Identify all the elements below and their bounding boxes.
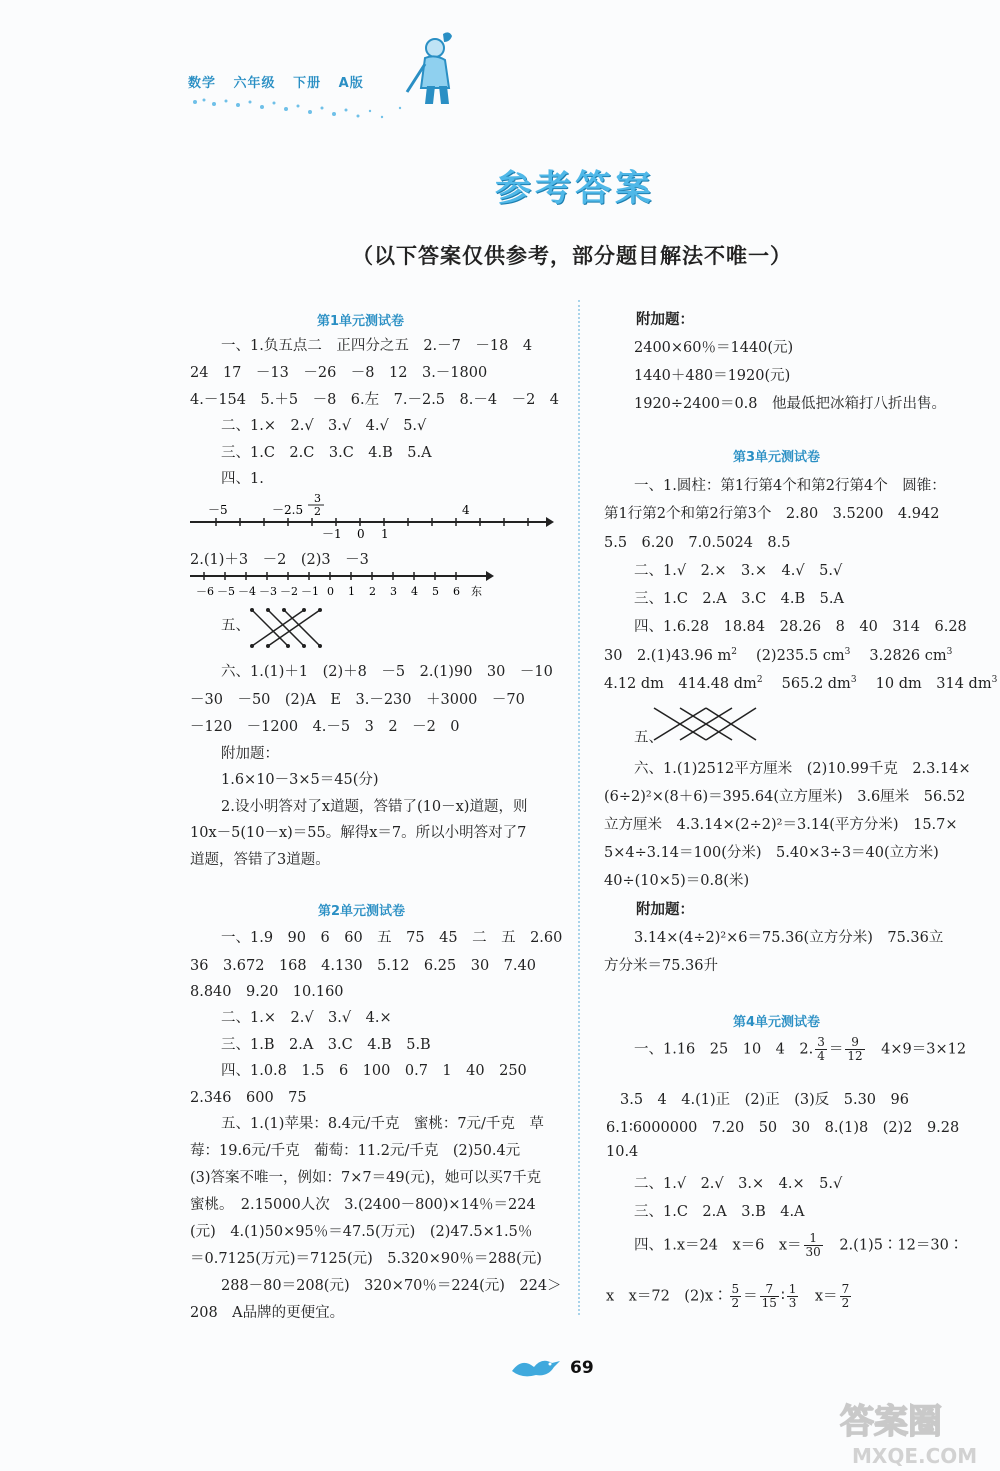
answer-line: 方分米＝75.36升 bbox=[604, 958, 719, 974]
answer-line: 四、1. bbox=[221, 471, 264, 487]
answer-line: 40÷(10×5)＝0.8(米) bbox=[604, 873, 750, 889]
fraction bbox=[804, 1232, 823, 1259]
answer-line: (6÷2)²×(8＋6)＝395.64(立方厘米) 3.6厘米 56.52 bbox=[604, 789, 966, 805]
bonus-title: 附加题： bbox=[636, 311, 694, 328]
answer-line: 36 3.672 168 4.130 5.12 6.25 30 7.40 bbox=[190, 958, 536, 974]
answer-line: 三、1.B 2.A 3.C 4.B 5.B bbox=[221, 1037, 431, 1053]
answer-line: 五、 bbox=[634, 730, 663, 746]
answer-text: 2.(1)5∶12＝30∶ bbox=[839, 1237, 964, 1254]
nl1-label: －1 bbox=[322, 527, 342, 541]
nl1-frac-den: 2 bbox=[314, 505, 321, 518]
answer-line bbox=[634, 1036, 966, 1063]
nl1-label: 0 bbox=[357, 527, 365, 541]
fraction bbox=[845, 1036, 864, 1063]
answer-line: (3)答案不唯一，例如：7×7＝49(元)，她可以买7千克 bbox=[190, 1170, 542, 1186]
answer-line: 1920÷2400＝0.8 他最低把冰箱打八折出售。 bbox=[634, 396, 947, 412]
superscript: 2 bbox=[756, 675, 763, 686]
nl2-label: 2 bbox=[369, 585, 376, 598]
answer-line: 2.(1)＋3 －2 (2)3 －3 bbox=[190, 552, 369, 568]
bonus-title: 附加题： bbox=[636, 901, 694, 918]
answer-text: x x＝72 (2)x∶ bbox=[606, 1288, 728, 1305]
answer-line: 1440＋480＝1920(元) bbox=[634, 368, 791, 384]
fraction-numerator: 1 bbox=[788, 1282, 797, 1296]
nl1-frac-num: 3 bbox=[314, 492, 321, 505]
header-grade: 六年级 bbox=[233, 76, 276, 91]
superscript: 3 bbox=[850, 675, 857, 686]
answer-text: 四、1.x＝24 x＝6 x＝ bbox=[634, 1237, 802, 1254]
answer-line: 附加题： bbox=[221, 746, 279, 762]
answer-text: 3.2826 cm bbox=[869, 648, 947, 664]
answer-line: 二、1.√ 2.× 3.× 4.√ 5.√ bbox=[634, 563, 843, 579]
answer-line: 三、1.C 2.A 3.B 4.A bbox=[634, 1204, 805, 1220]
answer-text: 565.2 dm bbox=[781, 676, 851, 692]
superscript: 3 bbox=[946, 647, 953, 658]
unit1-title: 第1单元测试卷 bbox=[317, 314, 405, 329]
answer-line: 五、 bbox=[221, 618, 250, 634]
answer-line: 2.设小明答对了x道题，答错了(10－x)道题，则 bbox=[221, 799, 528, 815]
answer-line: 立方厘米 4.3.14×(2÷2)²＝3.14(平方分米) 15.7× bbox=[604, 817, 958, 833]
nl1-label: －2.5 bbox=[272, 503, 304, 517]
child-painter-icon bbox=[395, 28, 465, 108]
answer-line: 第1行第2个和第2行第3个 2.80 3.5200 4.942 bbox=[604, 506, 940, 522]
fraction bbox=[760, 1283, 779, 1310]
page-subtitle: （以下答案仅供参考，部分题目解法不唯一） bbox=[352, 243, 792, 268]
nl2-label: －5 bbox=[217, 585, 235, 598]
number-line-2 bbox=[186, 566, 516, 600]
answer-line: 六、1.(1)2512平方厘米 (2)10.99千克 2.3.14× bbox=[634, 761, 971, 777]
fraction-numerator: 9 bbox=[845, 1036, 864, 1050]
fraction bbox=[840, 1283, 852, 1310]
superscript: 2 bbox=[731, 647, 737, 658]
answer-line: 道题，答错了3道题。 bbox=[190, 852, 330, 868]
fraction-numerator: 7 bbox=[760, 1283, 779, 1297]
answer-line: (元) 4.(1)50×95％＝47.5(万元) (2)47.5×1.5％ bbox=[190, 1224, 533, 1240]
fraction-denominator: 30 bbox=[805, 1245, 821, 1259]
nl2-label: －2 bbox=[280, 585, 298, 598]
answer-line: 2400×60％＝1440(元) bbox=[634, 340, 794, 356]
watermark-logo bbox=[830, 1395, 998, 1469]
answer-text: ＝ bbox=[743, 1288, 758, 1305]
bird-decoration-icon bbox=[508, 1355, 564, 1381]
answer-line: 5.5 6.20 7.0.5024 8.5 bbox=[604, 535, 791, 551]
answer-line bbox=[606, 1283, 853, 1310]
answer-text: ＝ bbox=[828, 1041, 844, 1058]
answer-line bbox=[604, 672, 997, 693]
answer-line: 五、1.(1)苹果：8.4元/千克 蜜桃：7元/千克 草 bbox=[221, 1116, 544, 1132]
answer-line: －120 －1200 4.－5 3 2 －2 0 bbox=[190, 719, 460, 735]
answer-text: x＝ bbox=[814, 1288, 838, 1305]
nl2-label: 3 bbox=[390, 585, 397, 598]
answer-line: 1.6×10－3×5＝45(分) bbox=[221, 772, 379, 788]
unit3-title: 第3单元测试卷 bbox=[733, 450, 821, 465]
watermark-url: MXQE.COM bbox=[852, 1444, 978, 1468]
fraction-denominator: 2 bbox=[841, 1296, 850, 1310]
page-number: 69 bbox=[570, 1358, 594, 1378]
answer-line: ＝0.7125(万元)＝7125(元) 5.320×90％＝288(元) bbox=[190, 1251, 542, 1267]
nl2-label: 东 bbox=[471, 585, 482, 598]
answer-text: 30 2.(1)43.96 m bbox=[604, 648, 732, 664]
page-title: 参考答案 bbox=[495, 168, 656, 209]
answer-line: 蜜桃。 2.15000人次 3.(2400－800)×14％＝224 bbox=[190, 1197, 536, 1213]
nl2-label: 4 bbox=[411, 585, 418, 598]
answer-line: －30 －50 (2)A E 3.－230 ＋3000 －70 bbox=[190, 692, 525, 708]
answer-line: 二、1.√ 2.√ 3.× 4.× 5.√ bbox=[634, 1176, 843, 1192]
answer-line: 六、1.(1)＋1 (2)＋8 －5 2.(1)90 30 －10 bbox=[221, 664, 553, 680]
answer-line: 8.840 9.20 10.160 bbox=[190, 984, 344, 1000]
answer-line: 二、1.× 2.√ 3.√ 4.× bbox=[221, 1010, 392, 1026]
answer-line: 6.1∶6000000 7.20 50 30 8.(1)8 (2)2 9.28 bbox=[606, 1120, 960, 1136]
fraction-denominator: 4 bbox=[817, 1049, 825, 1063]
answer-line: 5×4÷3.14＝100(分米) 5.40×3÷3＝40(立方米) bbox=[604, 845, 939, 861]
answer-text: 4.12 dm 414.48 dm bbox=[604, 676, 757, 692]
header-edition: A版 bbox=[338, 76, 364, 91]
nl1-label: －5 bbox=[208, 503, 228, 517]
answer-line: 288－80＝208(元) 320×70％＝224(元) 224＞ bbox=[221, 1278, 562, 1294]
nl1-label: 1 bbox=[381, 527, 389, 541]
nl1-label: 4 bbox=[462, 503, 470, 517]
answer-line: 3.14×(4÷2)²×6＝75.36(立方分米) 75.36立 bbox=[634, 930, 944, 946]
answer-line: 3.5 4 4.(1)正 (2)正 (3)反 5.30 96 bbox=[620, 1092, 909, 1108]
answer-line: 一、1.9 90 6 60 五 75 45 二 五 2.60 bbox=[221, 930, 563, 946]
answer-line: 一、1.圆柱：第1行第4个和第2行第4个 圆锥： bbox=[634, 478, 946, 494]
answer-text: 一、1.16 25 10 4 2. bbox=[634, 1041, 814, 1058]
matching-lines-2 bbox=[650, 704, 760, 744]
fraction bbox=[815, 1036, 827, 1063]
fraction bbox=[787, 1283, 799, 1310]
fraction-denominator: 3 bbox=[788, 1296, 797, 1310]
fraction-denominator: 2 bbox=[731, 1296, 740, 1310]
header-volume: 下册 bbox=[293, 76, 322, 91]
unit4-title: 第4单元测试卷 bbox=[733, 1015, 821, 1030]
fraction-numerator: 7 bbox=[841, 1282, 850, 1296]
answer-line bbox=[604, 644, 952, 665]
answer-line: 四、1.6.28 18.84 28.26 8 40 314 6.28 bbox=[634, 619, 967, 635]
nl2-label: －1 bbox=[301, 585, 319, 598]
answer-text: 10 dm 314 dm bbox=[875, 676, 992, 692]
answer-line bbox=[634, 1232, 963, 1259]
answer-line: 10.4 bbox=[606, 1144, 639, 1160]
answer-text: 4×9＝3×12 bbox=[881, 1041, 967, 1058]
superscript: 3 bbox=[991, 675, 998, 686]
book-header bbox=[188, 72, 376, 91]
answer-line: 10x－5(10－x)＝55。解得x＝7。所以小明答对了7 bbox=[190, 825, 527, 841]
fraction-denominator: 12 bbox=[847, 1049, 863, 1063]
number-line-1 bbox=[186, 490, 556, 550]
nl2-label: －3 bbox=[259, 585, 277, 598]
nl2-label: 0 bbox=[327, 585, 334, 598]
fraction-denominator: 15 bbox=[761, 1296, 777, 1310]
answer-line: 莓：19.6元/千克 葡萄：11.2元/千克 (2)50.4元 bbox=[190, 1143, 521, 1159]
nl2-label: －6 bbox=[196, 585, 214, 598]
nl2-label: 5 bbox=[432, 585, 439, 598]
answer-line: 24 17 －13 －26 －8 12 3.－1800 bbox=[190, 365, 488, 381]
answer-line: 208 A品牌的更便宜。 bbox=[190, 1305, 345, 1321]
fraction-numerator: 3 bbox=[817, 1035, 825, 1049]
answer-line: 一、1.负五点二 正四分之五 2.－7 －18 4 bbox=[221, 338, 533, 354]
answer-line: 三、1.C 2.A 3.C 4.B 5.A bbox=[634, 591, 844, 607]
fraction bbox=[730, 1283, 742, 1310]
header-subject: 数学 bbox=[188, 76, 217, 91]
answer-text: ∶ bbox=[780, 1288, 785, 1305]
fraction-numerator: 1 bbox=[804, 1232, 823, 1246]
answer-line: 4.－154 5.＋5 －8 6.左 7.－2.5 8.－4 －2 4 bbox=[190, 392, 560, 408]
nl2-label: 6 bbox=[453, 585, 460, 598]
answer-line: 三、1.C 2.C 3.C 4.B 5.A bbox=[221, 445, 432, 461]
header-dots-decoration bbox=[190, 96, 420, 126]
answer-line: 四、1.0.8 1.5 6 100 0.7 1 40 250 bbox=[221, 1063, 527, 1079]
answer-line: 二、1.× 2.√ 3.√ 4.√ 5.√ bbox=[221, 418, 427, 434]
answer-text: (2)235.5 cm bbox=[756, 648, 845, 664]
nl2-label: －4 bbox=[238, 585, 256, 598]
superscript: 3 bbox=[844, 647, 851, 658]
matching-lines-1 bbox=[248, 606, 328, 650]
unit2-title: 第2单元测试卷 bbox=[318, 904, 406, 919]
watermark-cn: 答案圈 bbox=[840, 1402, 942, 1442]
answer-line: 2.346 600 75 bbox=[190, 1090, 307, 1106]
nl2-label: 1 bbox=[348, 585, 355, 598]
fraction-numerator: 5 bbox=[731, 1282, 740, 1296]
column-divider bbox=[578, 300, 580, 1315]
